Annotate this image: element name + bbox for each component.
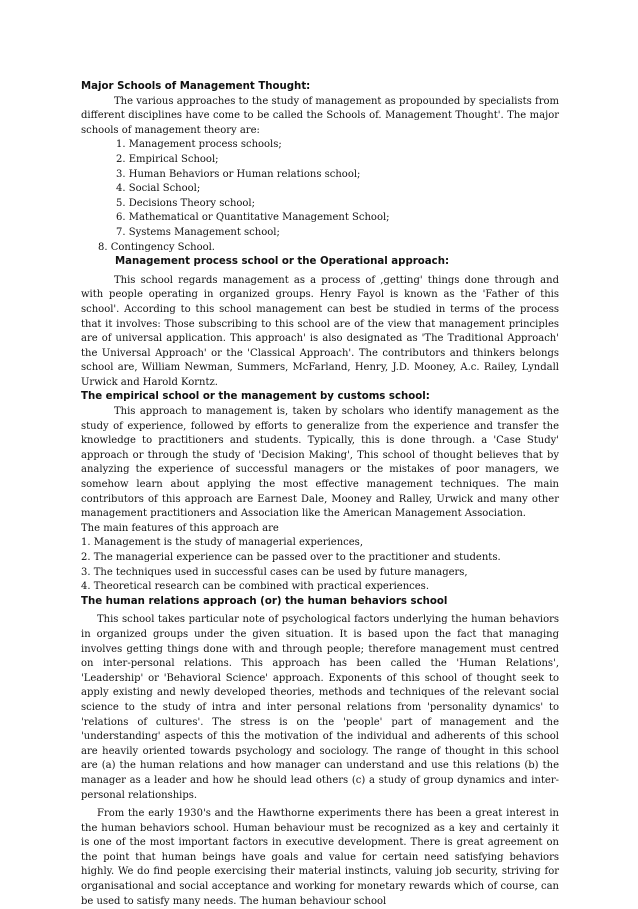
section-heading-empirical: The empirical school or the management by customs school:	[81, 391, 430, 403]
list-item: 2. Empirical School;	[116, 153, 219, 165]
list-item: 4. Social School;	[116, 183, 201, 195]
list-item: 4. Theoretical research can be combined with practical experiences.	[81, 581, 429, 593]
document-heading: Major Schools of Management Thought:	[81, 81, 311, 92]
section-body-management-process: This school regards management as a process of ,getting' things done through and with people operating in organized groups. Henry Fayol is known as the 'Father of this school'. According to this school management can best be studied in terms of the process that it involves: Those subscribing to this school are of the view that management principles are of universal application. This approach' is also designated as 'The Traditional Approach' the Universal Approach' or the 'Classical Approach'. The contributors and thinkers belongs school are, William Newman, Summers, McFarland, Henry, J.D. Mooney, A.c. Railey, Lyndall Urwick and Harold Korntz.	[81, 274, 559, 388]
list-item: 3. The techniques used in successful cases can be used by future managers,	[81, 566, 468, 578]
list-item: 3. Human Behaviors or Human relations school;	[116, 168, 361, 180]
intro-paragraph: The various approaches to the study of management as propounded by specialists from different disciplines have come to be called the Schools of. Management Thought'. The major schools of management theory are:	[81, 95, 559, 136]
schools-list	[81, 138, 559, 255]
list-item: 7. Systems Management school;	[116, 226, 280, 238]
section-body-human-relations-1: This school takes particular note of psychological factors underlying the human behaviors in organized groups under the given situation. It is based upon the fact that managing involves getting things done with and through people; therefore management must centred on inter-personal relations. This approach has been called the 'Human Relations', 'Leadership' or 'Behavioral Science' approach. Exponents of this school of thought seek to apply existing and newly developed theories, methods and techniques of the relevant social science to the study of intra and inter personal relations from 'personality dynamics' to 'relations of cultures'. The stress is on the 'people' part of management and the 'understanding' aspects of this the motivation of the individual and adherents of this school are heavily oriented towards psychology and sociology. The range of thought in this school are (a) the human relations and how manager can understand and use this relations (b) the manager as a leader and how he should lead others (c) a study of group dynamics and inter-personal relationships.	[81, 614, 559, 801]
list-item: 1. Management is the study of managerial experiences,	[81, 537, 363, 549]
list-item: 1. Management process schools;	[116, 139, 282, 151]
section-body-human-relations-2: From the early 1930's and the Hawthorne experiments there has been a great interest in the human behaviors school. Human behaviour must be recognized as a key and certainly it is one of the most important factors in executive development. There is great agreement on the point that human beings have goals and value for certain need satisfying behaviors highly. We do find people exercising their material instincts, valuing job security, striving for organisational and social acceptance and working for monetary rewards which of course, can be used to satisfy many needs. The human behaviour school	[81, 808, 559, 907]
list-item: 8. Contingency School.	[98, 241, 215, 253]
list-item: 6. Mathematical or Quantitative Management School;	[116, 212, 390, 224]
section-body-empirical: This approach to management is, taken by scholars who identify management as the study of experience, followed by efforts to generalize from the experience and transfer the knowledge to practitioners and students. Typically, this is done through. a 'Case Study' approach or through the study of 'Decision Making', This school of thought believes that by analyzing the experience of successful managers or the mistakes of poor managers, we somehow learn about applying the most effective management techniques. The main contributors of this approach are Earnest Dale, Mooney and Ralley, Urwick and many other management practitioners and Association like the American Management Association.	[81, 406, 559, 520]
document-page	[81, 80, 559, 909]
list-item: 2. The managerial experience can be passed over to the practitioner and students.	[81, 552, 501, 563]
list-item: 5. Decisions Theory school;	[116, 197, 255, 209]
section-heading-human-relations: The human relations approach (or) the human behaviors school	[81, 595, 448, 607]
features-list	[81, 536, 559, 594]
section-heading-management-process: Management process school or the Operational approach:	[115, 256, 450, 268]
features-intro: The main features of this approach are	[81, 522, 279, 534]
